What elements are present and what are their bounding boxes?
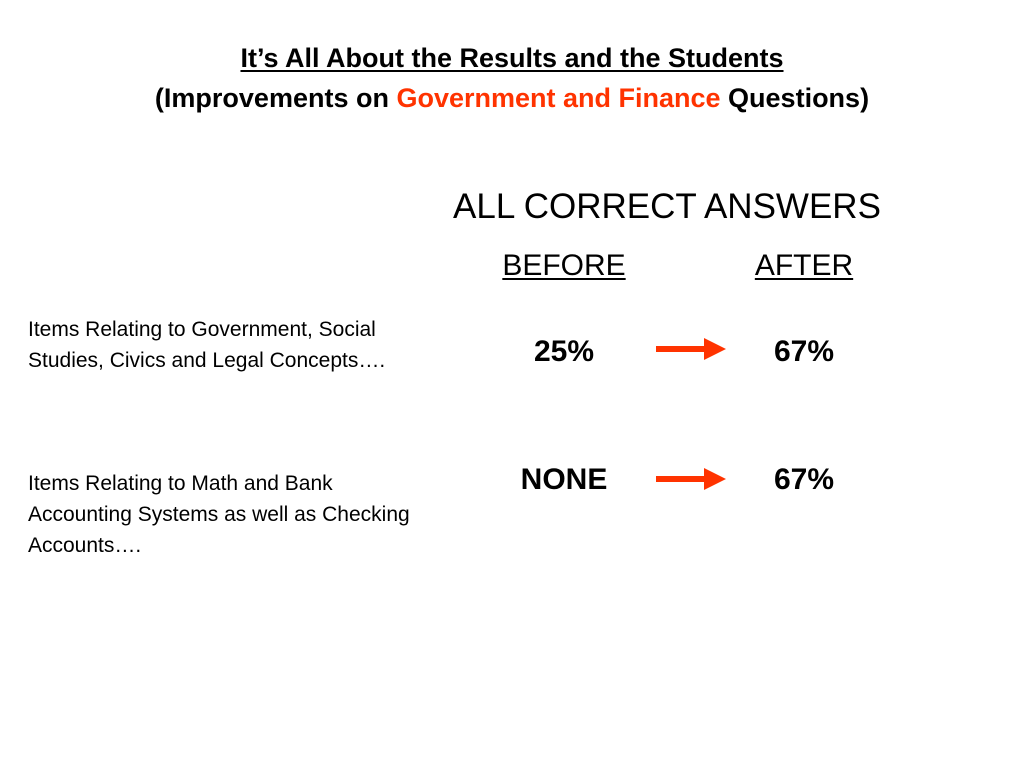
section-heading: ALL CORRECT ANSWERS bbox=[453, 187, 881, 226]
row-before-value-math: NONE bbox=[520, 463, 608, 496]
row-after-value-math: 67% bbox=[773, 463, 835, 496]
subtitle-highlight: Government and Finance bbox=[396, 83, 721, 113]
row-before-value-government: 25% bbox=[533, 335, 595, 368]
right-arrow-icon bbox=[656, 468, 726, 490]
row-after-value-government: 67% bbox=[773, 335, 835, 368]
column-header-after: AFTER bbox=[754, 249, 854, 282]
row-description-government: Items Relating to Government, Social Studies, Civics and Legal Concepts…. bbox=[28, 318, 386, 372]
subtitle-suffix: Questions) bbox=[720, 83, 870, 113]
subtitle-prefix: (Improvements on bbox=[154, 83, 397, 113]
row-description-math: Items Relating to Math and Bank Accounting Systems as well as Checking Accounts…. bbox=[28, 472, 410, 557]
title-main: It’s All About the Results and the Students bbox=[240, 43, 784, 73]
column-header-before: BEFORE bbox=[502, 249, 626, 282]
title-subtitle bbox=[0, 78, 1024, 118]
right-arrow-icon bbox=[656, 338, 726, 360]
slide-title bbox=[0, 38, 1024, 118]
